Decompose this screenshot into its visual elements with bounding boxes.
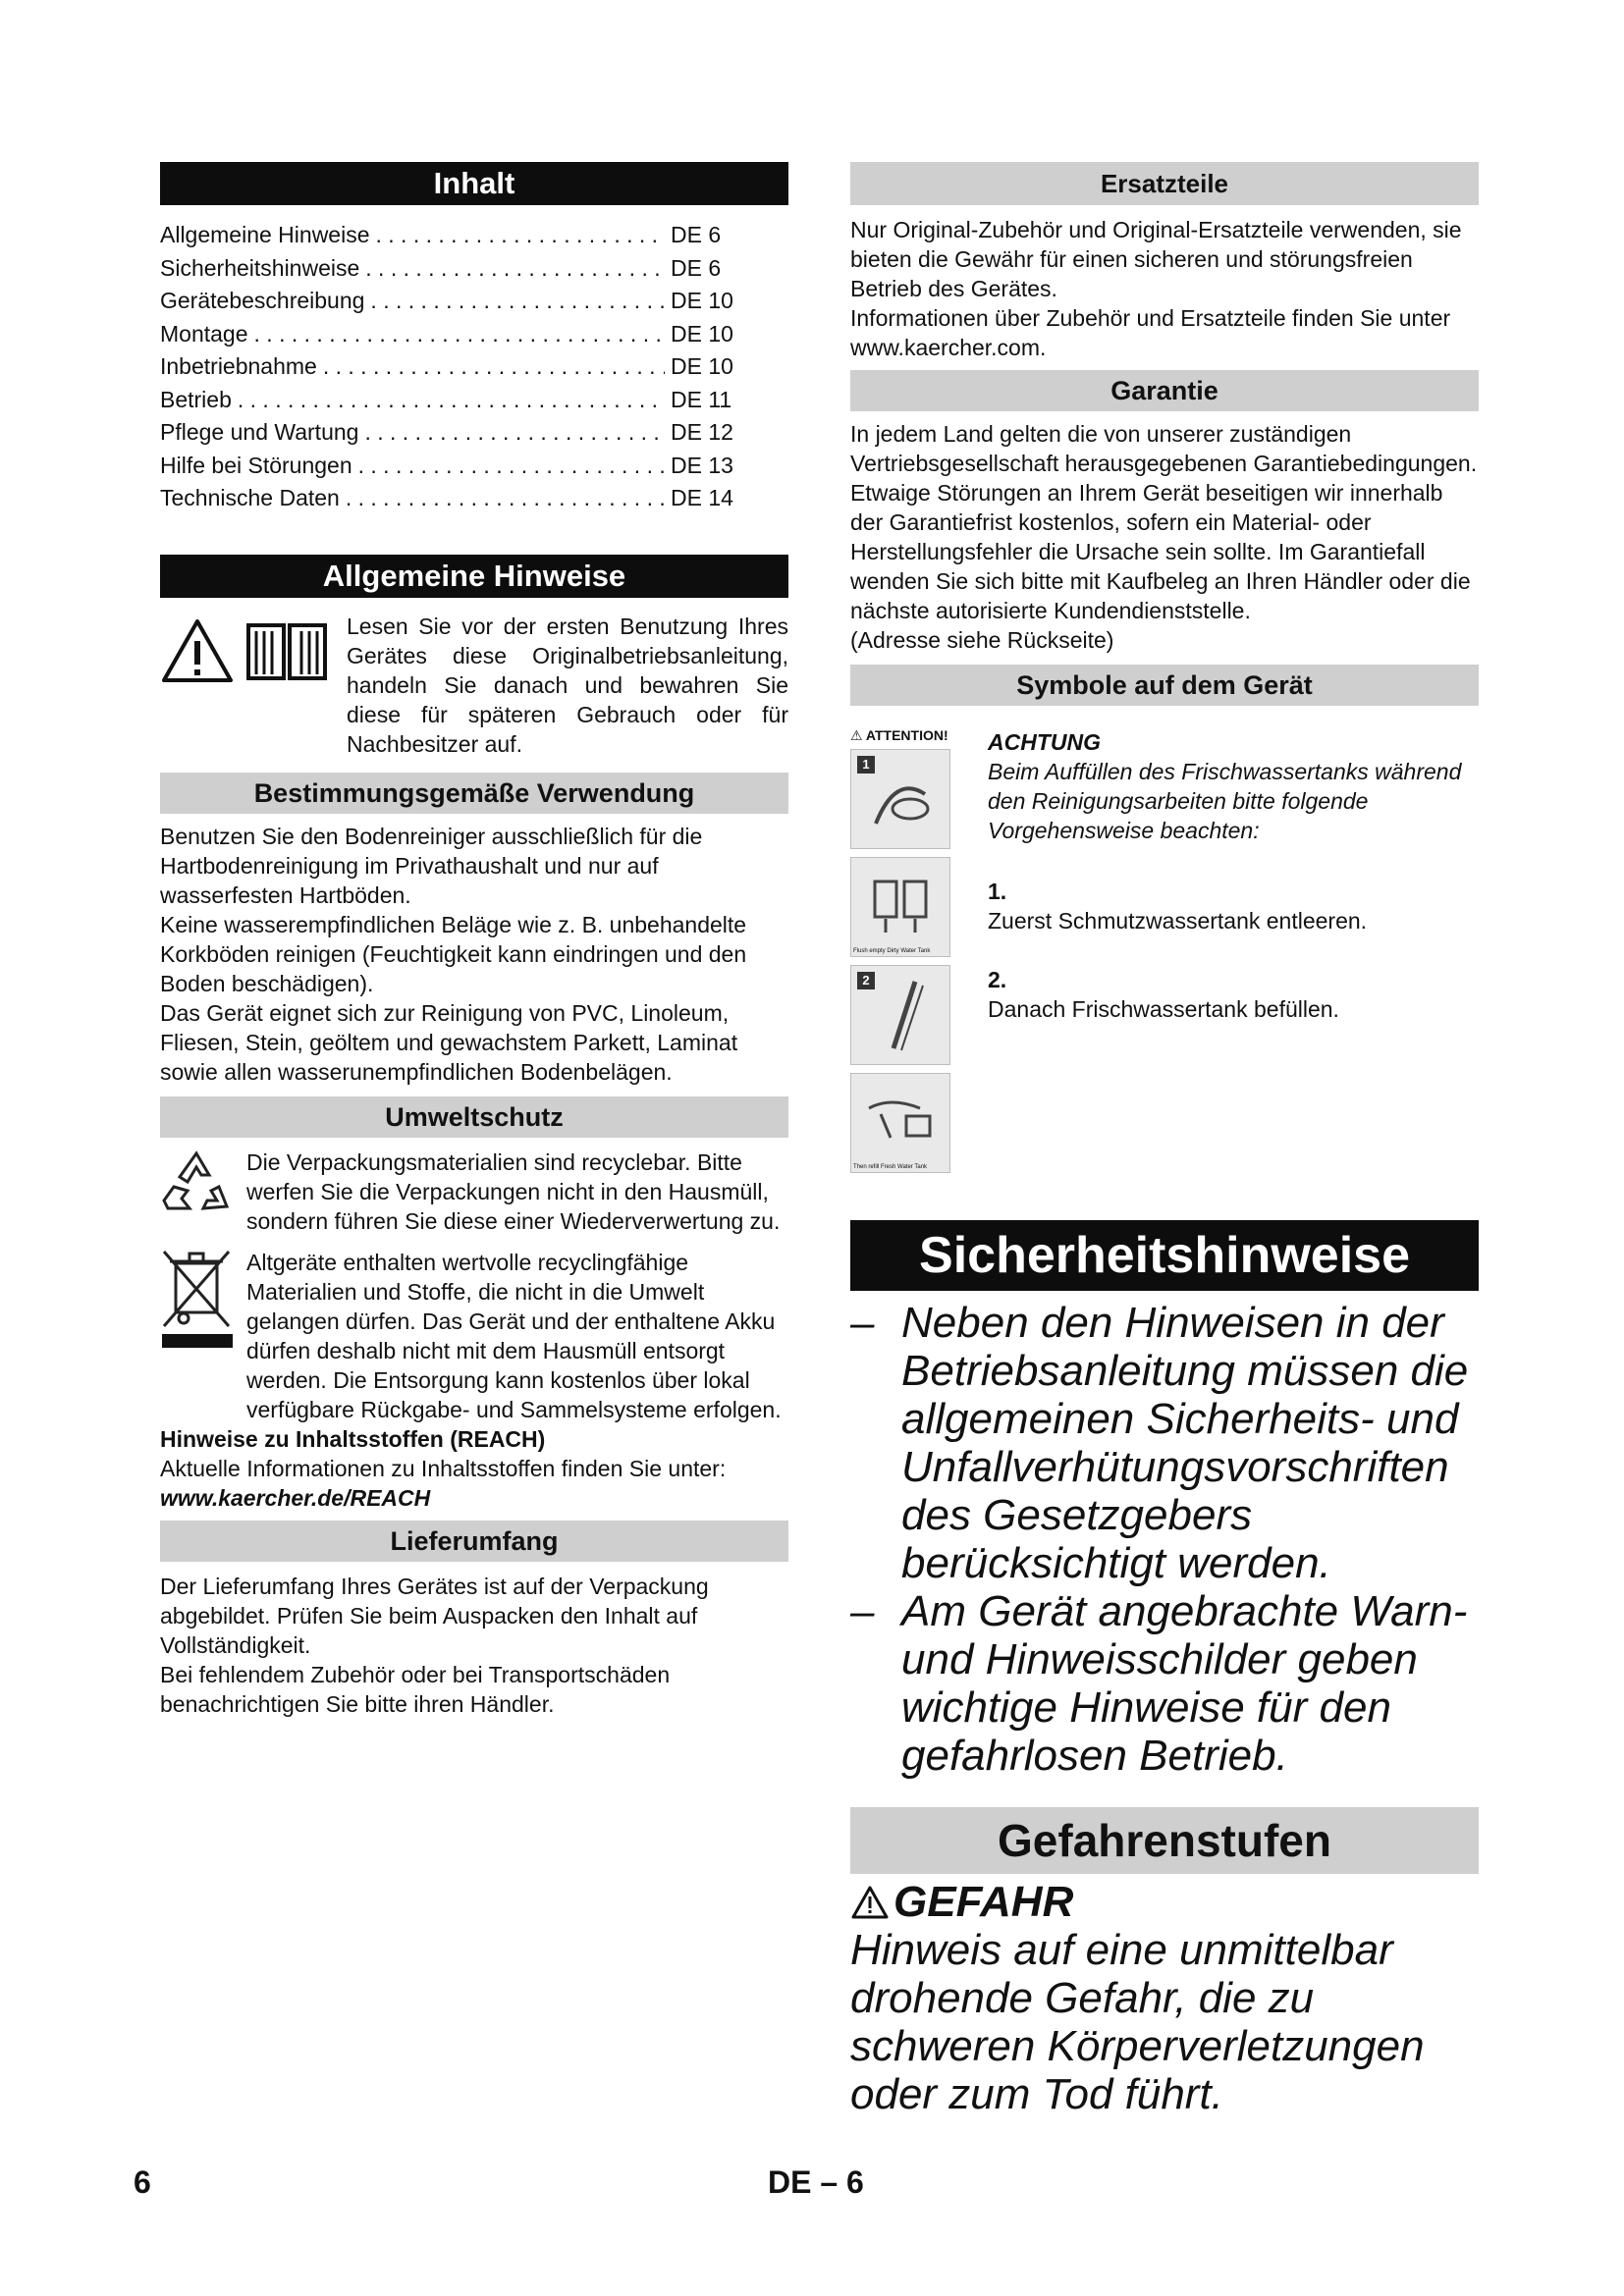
toc-entry-label: Hilfe bei Störungen: [160, 452, 352, 478]
manual-icons: [160, 612, 347, 684]
paragraph: Informationen über Zubehör und Ersatzteile finden Sie unter www.kaercher.com.: [850, 305, 1451, 360]
toc-entry[interactable]: [160, 219, 749, 252]
paragraph: In jedem Land gelten die von unserer zuständigen Vertriebsgesellschaft herausgegebenen Garantiebedingungen. Etwaige Störungen an Ihrem Gerät beseitigen wir innerhalb der Garantiefrist kostenlos, sofern ein Material- oder Herstellungsfehler die Ursache sein sollte. Im Garantiefall wenden Sie sich bitte mit Kaufbeleg an Ihren Händler oder die nächste autorisierte Kundendienststelle.: [850, 421, 1478, 623]
toc-entry[interactable]: [160, 482, 749, 515]
danger-levels-heading: Gefahrenstufen: [850, 1807, 1479, 1874]
handle-image: [850, 965, 950, 1065]
dirty-tank-icon: [861, 868, 940, 946]
toc-entry[interactable]: [160, 350, 749, 384]
step-2-number: 2.: [988, 967, 1007, 992]
intended-use-heading: Bestimmungsgemäße Verwendung: [160, 773, 788, 814]
crossed-out-bin-icon: [160, 1248, 235, 1350]
toc-heading: Inhalt: [160, 162, 788, 205]
step-2-text: Danach Frischwassertank befüllen.: [988, 996, 1339, 1022]
toc-entry-label: Montage: [160, 320, 248, 347]
attention-label: ⚠ ATTENTION!: [850, 727, 948, 743]
achtung-text: Beim Auffüllen des Frischwassertanks während den Reinigungsarbeiten bitte folgende Vorgehensweise beachten:: [988, 759, 1462, 843]
toc-entry[interactable]: [160, 450, 749, 483]
device-symbols: [850, 727, 1479, 1181]
general-notes-heading: Allgemeine Hinweise: [160, 555, 788, 598]
nozzle-illustration-icon: [866, 765, 935, 833]
step-number-badge: 1: [857, 756, 875, 774]
reach-link[interactable]: www.kaercher.de/REACH: [160, 1484, 431, 1511]
reach-text: Aktuelle Informationen zu Inhaltsstoffen finden Sie unter:: [160, 1455, 727, 1481]
recycle-icon: [160, 1148, 233, 1216]
handle-illustration-icon: [866, 976, 935, 1054]
toc-entry[interactable]: [160, 318, 749, 351]
weee-text: Altgeräte enthalten wertvolle recyclingfähige Materialien und Stoffe, die nicht in die Umwelt gelangen dürfen. Das Gerät und der enthaltene Akku dürfen deshalb nicht mit dem Hausmüll entsorgt werden. Die Entsorgung kann kostenlos über lokal verfügbare Rückgabe- und Sammelsysteme erfolgen.: [246, 1249, 782, 1422]
toc-entry-page: DE 13: [671, 452, 733, 478]
page-label: DE – 6: [768, 2164, 864, 2200]
nozzle-image: [850, 749, 950, 849]
toc-entry-label: Sicherheitshinweise: [160, 254, 360, 281]
safety-item-text: Neben den Hinweisen in der Betriebsanleitung müssen die allgemeinen Sicherheits- und Unfallverhütungsvorschriften des Gesetzgebers berücksichtigt werden.: [901, 1299, 1469, 1587]
dirty-tank-image: [850, 857, 950, 957]
toc-entry-page: DE 6: [671, 254, 722, 281]
spare-parts-text: [850, 215, 1479, 362]
danger-label: GEFAHR: [893, 1878, 1074, 1926]
fresh-tank-icon: [861, 1089, 940, 1157]
general-notes-block: [160, 612, 788, 759]
delivery-text: [160, 1572, 788, 1719]
toc-entry-page: DE 10: [671, 320, 733, 347]
right-column: [850, 162, 1479, 2118]
recycling-text: Die Verpackungsmaterialien sind recyclebar. Bitte werfen Sie die Verpackungen nicht in den Hausmüll, sondern führen Sie diese einer Wiederverwertung zu.: [246, 1148, 781, 1234]
paragraph: Das Gerät eignet sich zur Reinigung von PVC, Linoleum, Fliesen, Stein, geöltem und gewachstem Parkett, Laminat sowie allen wasserunempfindlichen Bodenbelägen.: [160, 999, 738, 1085]
fresh-tank-image: [850, 1073, 950, 1173]
toc-entry[interactable]: [160, 416, 749, 450]
page-number: 6: [134, 2164, 151, 2200]
toc-entry-page: DE 14: [671, 485, 733, 510]
toc-entry-label: Technische Daten: [160, 485, 340, 510]
reach-block: [160, 1424, 788, 1513]
reach-heading: Hinweise zu Inhaltsstoffen (REACH): [160, 1425, 546, 1452]
list-item: – Am Gerät angebrachte Warn- und Hinweisschilder geben wichtige Hinweise für den gefahrlosen Betrieb.: [850, 1587, 1479, 1780]
step-1-number: 1.: [988, 879, 1007, 904]
left-column: [160, 162, 788, 1719]
toc-entry-label: Betrieb: [160, 386, 232, 412]
open-book-icon: [243, 617, 331, 684]
delivery-heading: Lieferumfang: [160, 1521, 788, 1562]
toc-entry-label: Pflege und Wartung: [160, 419, 359, 445]
toc-entry-page: DE 12: [671, 419, 733, 445]
toc-entry-page: DE 10: [671, 353, 733, 379]
toc-entry-page: DE 10: [671, 288, 733, 313]
paragraph: Bei fehlendem Zubehör oder bei Transportschäden benachrichtigen Sie bitte ihren Händler.: [160, 1661, 671, 1717]
weee-block: [160, 1248, 788, 1424]
symbol-images: [850, 727, 968, 1181]
general-notes-text: Lesen Sie vor der ersten Benutzung Ihres Gerätes diese Originalbetriebsanleitung, handeln Sie danach und bewahren Sie diese für späteren Gebrauch oder für Nachbesitzer auf.: [347, 613, 788, 757]
danger-text: Hinweis auf eine unmittelbar drohende Gefahr, die zu schweren Körperverletzungen oder zum Tod führt.: [850, 1926, 1425, 2118]
toc-entry-label: Gerätebeschreibung: [160, 288, 365, 313]
toc-entry-label: Allgemeine Hinweise: [160, 222, 370, 247]
safety-item-text: Am Gerät angebrachte Warn- und Hinweisschilder geben wichtige Hinweise für den gefahrlosen Betrieb.: [901, 1587, 1468, 1780]
step-number-badge: 2: [857, 972, 875, 989]
recycle-icon-wrap: [160, 1148, 246, 1221]
paragraph: Nur Original-Zubehör und Original-Ersatzteile verwenden, sie bieten die Gewähr für einen sicheren und störungsfreien Betrieb des Gerätes.: [850, 217, 1462, 301]
warning-triangle-icon: [160, 617, 235, 684]
recycling-block: [160, 1148, 788, 1236]
toc-entry-page: DE 6: [671, 222, 722, 247]
achtung-title: ACHTUNG: [988, 729, 1101, 755]
symbols-heading: Symbole auf dem Gerät: [850, 665, 1479, 706]
paragraph: (Adresse siehe Rückseite): [850, 627, 1114, 653]
toc-entry[interactable]: [160, 285, 749, 318]
warning-triangle-icon: [850, 1885, 890, 1920]
warranty-text: [850, 419, 1479, 655]
danger-block: [850, 1878, 1479, 2118]
environment-heading: Umweltschutz: [160, 1096, 788, 1138]
safety-list: [850, 1299, 1479, 1780]
toc-entry[interactable]: [160, 252, 749, 286]
table-of-contents: [160, 219, 788, 515]
list-item: – Neben den Hinweisen in der Betriebsanleitung müssen die allgemeinen Sicherheits- und Unfallverhütungsvorschriften des Gesetzgebers berücksichtigt werden.: [850, 1299, 1479, 1587]
toc-entry[interactable]: [160, 384, 749, 417]
danger-label-row: [850, 1878, 1479, 1926]
paragraph: Benutzen Sie den Bodenreiniger ausschließlich für die Hartbodenreinigung im Privathaushalt und nur auf wasserfesten Hartböden.: [160, 823, 703, 908]
warranty-heading: Garantie: [850, 370, 1479, 411]
symbol-descriptions: [968, 727, 1479, 1181]
fresh-tank-caption: Then refill Fresh Water Tank: [853, 1164, 928, 1170]
spare-parts-heading: Ersatzteile: [850, 162, 1479, 205]
safety-heading: Sicherheitshinweise: [850, 1220, 1479, 1291]
paragraph: Keine wasserempfindlichen Beläge wie z. B. unbehandelte Korkböden reinigen (Feuchtigkeit kann eindringen und den Boden beschädigen).: [160, 911, 747, 996]
paragraph: Der Lieferumfang Ihres Gerätes ist auf der Verpackung abgebildet. Prüfen Sie beim Auspacken den Inhalt auf Vollständigkeit.: [160, 1573, 709, 1658]
toc-entry-label: Inbetriebnahme: [160, 353, 317, 379]
dirty-tank-caption: Flush empty Dirty Water Tank: [853, 948, 931, 954]
step-1-text: Zuerst Schmutzwassertank entleeren.: [988, 908, 1368, 934]
toc-entry-page: DE 11: [671, 386, 732, 412]
intended-use-text: [160, 822, 788, 1087]
